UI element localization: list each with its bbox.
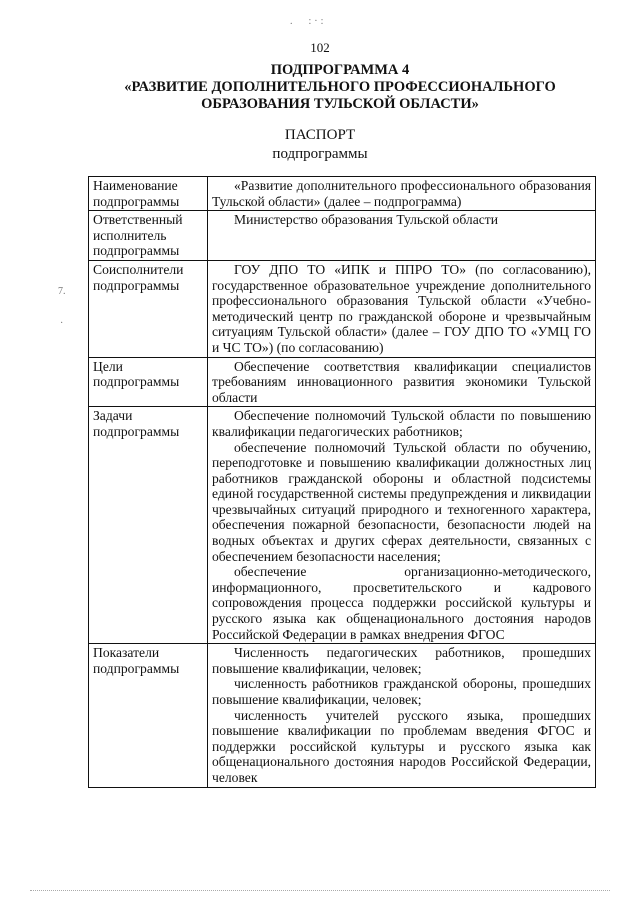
title-line-2: «РАЗВИТИЕ ДОПОЛНИТЕЛЬНОГО ПРОФЕССИОНАЛЬНОГО	[124, 79, 556, 95]
row-value	[208, 644, 596, 787]
row-paragraph: «Развитие дополнительного профессионального образования Тульской области» (далее – подпрограмма)	[212, 178, 591, 209]
row-paragraph: Обеспечение полномочий Тульской области по повышению квалификации педагогических работников;	[212, 408, 591, 439]
row-paragraph: обеспечение полномочий Тульской области по обучению, переподготовке и повышению квалификации должностных лиц работников гражданской обороны и областной подсистемы единой государственной системы предупреждения и ликвидации чрезвычайных ситуаций природного и техногенного характера, обеспечения пожарной безопасности, безопасности людей на водных объектах и других сферах деятельности, связанных с обеспечением безопасности населения;	[212, 439, 591, 564]
passport-table	[88, 176, 596, 788]
passport-heading: ПАСПОРТ	[284, 127, 356, 143]
subprogram-title	[90, 62, 590, 113]
table-row	[89, 211, 596, 261]
row-label: Цели подпрограммы	[89, 357, 208, 407]
table-row	[89, 644, 596, 787]
page-number: 102	[310, 40, 330, 55]
table-row	[89, 177, 596, 211]
scan-artifact-top: . :·:	[290, 16, 327, 27]
row-paragraph: численность работников гражданской обороны, прошедших повышение квалификации, человек;	[212, 676, 591, 707]
row-value	[208, 260, 596, 357]
passport-table-body	[89, 177, 596, 788]
row-paragraph: Министерство образования Тульской области	[234, 212, 498, 228]
table-row	[89, 357, 596, 407]
row-label: Соисполнители подпрограммы	[89, 260, 208, 357]
row-label: Показатели подпрограммы	[89, 644, 208, 787]
table-row	[89, 260, 596, 357]
passport-heading-block	[0, 126, 640, 164]
row-label: Задачи подпрограммы	[89, 407, 208, 644]
row-paragraph: численность учителей русского языка, прошедших повышение квалификации по проблемам введения ФГОС и поддержки российской культуры и русского языка как общенационального достояния народов Российской Федерации, человек	[212, 707, 591, 785]
row-paragraph: обеспечение организационно-методического, информационного, просветительского и кадрового сопровождения процесса поддержки российской культуры и русского языка как общенационального достояния народов Российской Федерации в рамках внедрения ФГОС	[212, 564, 591, 642]
row-value	[208, 357, 596, 407]
row-paragraph: Численность педагогических работников, прошедших повышение квалификации, человек;	[212, 645, 591, 676]
table-row	[89, 407, 596, 644]
title-line-3: ОБРАЗОВАНИЯ ТУЛЬСКОЙ ОБЛАСТИ»	[201, 96, 479, 112]
row-label: Наименование подпрограммы	[89, 177, 208, 211]
scan-artifact-margin: ·	[60, 318, 64, 329]
row-value	[208, 407, 596, 644]
scan-artifact-margin: 7.	[58, 286, 66, 297]
row-value	[208, 177, 596, 211]
passport-subheading: подпрограммы	[272, 146, 368, 162]
row-label: Ответственный исполнитель подпрограммы	[89, 211, 208, 261]
row-paragraph: ГОУ ДПО ТО «ИПК и ППРО ТО» (по согласованию), государственное образовательное учреждение дополнительного профессионального образования Тульской области «Учебно-методический центр по гражданской обороне и чрезвычайным ситуациям Тульской области» (далее – ГОУ ДПО ТО «УМЦ ГО и ЧС ТО») (по согласованию)	[212, 261, 591, 355]
scan-bottom-edge	[30, 890, 610, 891]
title-line-1: ПОДПРОГРАММА 4	[270, 62, 410, 78]
row-paragraph: Обеспечение соответствия квалификации специалистов требованиям инновационного развития экономики Тульской области	[212, 358, 591, 405]
row-value	[208, 211, 596, 261]
